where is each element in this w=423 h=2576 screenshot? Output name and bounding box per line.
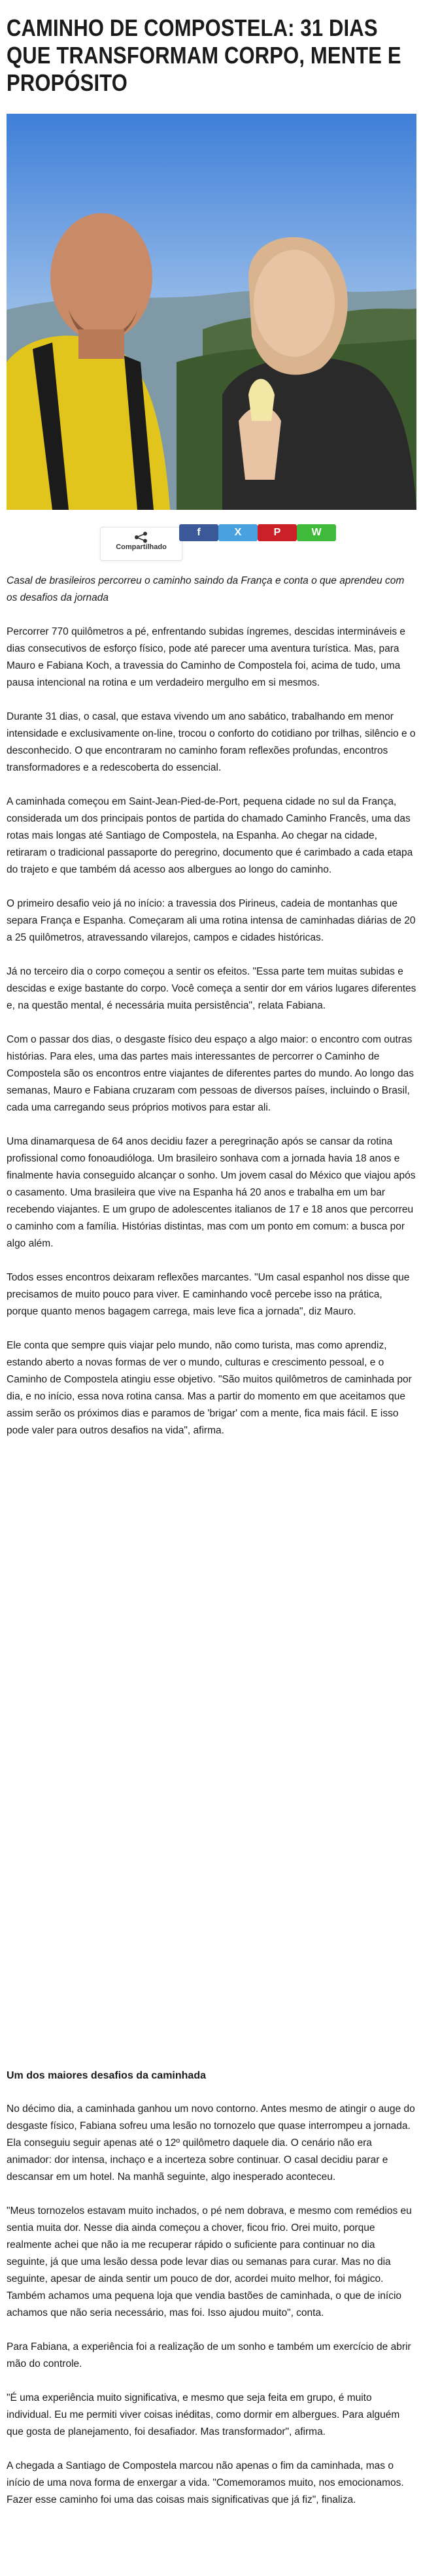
couple-photo-illustration: [7, 114, 416, 510]
man-neck: [78, 329, 124, 359]
pinterest-share-button[interactable]: [258, 524, 297, 541]
whatsapp-icon: W: [311, 527, 322, 538]
share-label: Compartilhado: [116, 543, 167, 551]
man-head: [50, 213, 152, 341]
facebook-share-button[interactable]: [179, 524, 218, 541]
pinterest-icon: P: [273, 527, 281, 538]
paragraph: A chegada a Santiago de Compostela marcou não apenas o fim da caminhada, mas o início de uma nova forma de enxergar a vida. "Comemoramos muito, nos emocionamos. Fazer esse caminho foi uma das coisas mais significativas que já fiz", finaliza.: [7, 2460, 404, 2505]
twitter-share-button[interactable]: [218, 524, 258, 541]
paragraph: Todos esses encontros deixaram reflexões marcantes. "Um casal espanhol nos disse que precisamos de muito pouco para viver. E caminhando você percebe isso na prática, porque quanto menos bagagem carrega, mais leve fica a jornada", diz Mauro.: [7, 1272, 410, 1317]
article-title: CAMINHO DE COMPOSTELA: 31 DIAS QUE TRANSFORMAM CORPO, MENTE E PROPÓSITO: [7, 14, 401, 96]
share-button[interactable]: [100, 527, 182, 561]
paragraph: "É uma experiência muito significativa, e mesmo que seja feita em grupo, é muito individual. Eu me permiti viver coisas inéditas, como dormir em albergues. Para alguém que gosta de planejamento, foi desafiador. Mas transformador", afirma.: [7, 2392, 400, 2437]
paragraph: "Meus tornozelos estavam muito inchados, o pé nem dobrava, e mesmo com remédios eu sentia muita dor. Nesse dia ainda começou a chover, ficou frio. Orei muito, porque realmente achei que não ia me recuperar rápido o suficiente para continuar no dia seguinte, já que uma lesão dessa pode levar dias ou semanas para curar. Mas no dia seguinte, apesar de ainda sentir um pouco de dor, acordei muito melhor, foi mágico. Também achamos uma pequena loja que vendia bastões de caminhada, o que de início achamos que não seria necessário, mas foi. Isso ajudou muito", conta.: [7, 2205, 412, 2318]
woman-head: [254, 250, 335, 357]
whatsapp-share-button[interactable]: [297, 524, 336, 541]
paragraph: Ele conta que sempre quis viajar pelo mundo, não como turista, mas como aprendiz, estando aberto a novas formas de ver o mundo, culturas e crescimento pessoal, e o Caminho de Compostela atingiu esse objetivo. "São muitos quilômetros de caminhada por dia, e no início, essa nova rotina cansa. Mas a partir do momento em que aceitamos que assim serão os próximos dias e paramos de 'brigar' com a mente, fica mais fácil. E isso pode valer para outros desafios na vida", afirma.: [7, 1340, 412, 1436]
paragraph: A caminhada começou em Saint-Jean-Pied-de-Port, pequena cidade no sul da França, considerada um dos principais pontos de partida do chamado Caminho Francês, uma das rotas mais longas até Santiago de Compostela, na Espanha. Ao chegar na cidade, retiraram o tradicional passaporte do peregrino, documento que é carimbado a cada etapa do trajeto e que também dá acesso aos albergues ao longo do caminho.: [7, 796, 413, 875]
share-icon: [134, 531, 148, 543]
paragraph: Percorrer 770 quilômetros a pé, enfrentando subidas íngremes, descidas intermináveis e dias consecutivos de esforço físico, pode até parecer uma aventura turística. Mas, para Mauro e Fabiana Koch, a travessia do Caminho de Compostela foi, acima de tudo, uma pausa intencional na rotina e um verdadeiro mergulho em si mesmos.: [7, 626, 405, 688]
facebook-icon: f: [197, 527, 201, 538]
article-container: [0, 14, 423, 2509]
article-lead: Casal de brasileiros percorreu o caminho saindo da França e conta o que aprendeu com os desafios da jornada: [7, 575, 405, 603]
paragraph: Durante 31 dias, o casal, que estava vivendo um ano sabático, trabalhando em menor intensidade e exclusivamente on-line, trocou o conforto do cotidiano por trilhas, silêncio e o desconhecido. O que encontraram no caminho foram reflexões profundas, encontros transformadores e a redescoberta do essencial.: [7, 711, 416, 773]
paragraph: O primeiro desafio veio já no início: a travessia dos Pirineus, cadeia de montanhas que separa França e Espanha. Começaram ali uma rotina intensa de caminhadas diárias de 20 a 25 quilômetros, atravessando vilarejos, campos e cidades históricas.: [7, 898, 416, 943]
paragraph: Já no terceiro dia o corpo começou a sentir os efeitos. "Essa parte tem muitas subidas e descidas e exige bastante do corpo. Você começa a sentir dor em vários lugares diferentes e, na questão mental, é necessária muita persistência", relata Fabiana.: [7, 966, 416, 1011]
paragraph: No décimo dia, a caminhada ganhou um novo contorno. Antes mesmo de atingir o auge do desgaste físico, Fabiana sofreu uma lesão no tornozelo que quase interrompeu a jornada. Ela conseguiu seguir apenas até o 12º quilômetro daquele dia. O cenário não era animador: dor intensa, inchaço e a incerteza sobre continuar. O casal decidiu parar e descansar em um hotel. Na manhã seguinte, algo inesperado aconteceu.: [7, 2103, 415, 2183]
blank-ad-space: [7, 1456, 416, 2068]
paragraph: Uma dinamarquesa de 64 anos decidiu fazer a peregrinação após se cansar da rotina profissional como fonoaudióloga. Um brasileiro sonhava com a jornada havia 18 anos e finalmente havia conseguido alcançar o sonho. Um jovem casal do México que viajou após o casamento. Uma brasileira que vive na Espanha há 20 anos e trabalha em um bar recebendo viajantes. E um grupo de adolescentes italianos de 17 e 18 anos que percorreu o caminho com a família. Histórias distintas, mas com um ponto em comum: a busca por algo além.: [7, 1136, 416, 1249]
section-heading: Um dos maiores desafios da caminhada: [7, 2070, 206, 2081]
x-twitter-icon: X: [234, 527, 242, 538]
article-photo: [7, 114, 416, 510]
paragraph: Para Fabiana, a experiência foi a realização de um sonho e também um exercício de abrir mão do controle.: [7, 2341, 411, 2369]
share-bar: [7, 510, 416, 570]
paragraph: Com o passar dos dias, o desgaste físico deu espaço a algo maior: o encontro com outras histórias. Para eles, uma das partes mais interessantes de percorrer o Caminho de Compostela são os encontros entre viajantes de diferentes partes do mundo. Ao longo das semanas, Mauro e Fabiana cruzaram com pessoas de diversos países, incluindo o Brasil, cada uma carregando seus próprios motivos para estar ali.: [7, 1034, 414, 1113]
